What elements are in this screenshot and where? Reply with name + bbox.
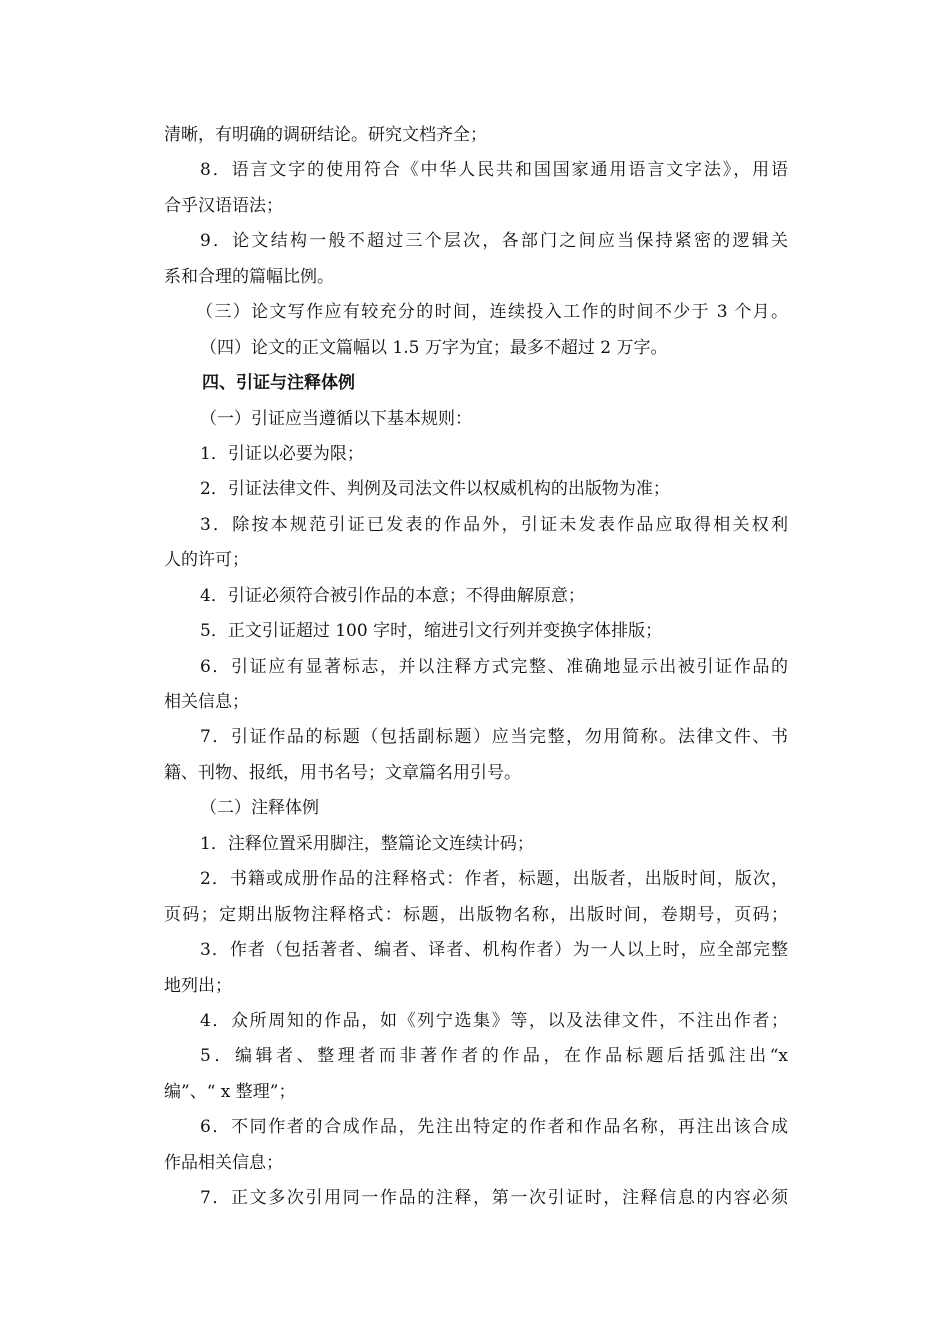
text-line: 籍、刊物、报纸，用书名号；文章篇名用引号。	[164, 762, 521, 783]
text-line: 9．论文结构一般不超过三个层次，各部门之间应当保持紧密的逻辑关	[200, 231, 788, 252]
text-line: 4．引证必须符合被引作品的本意；不得曲解原意；	[200, 585, 585, 606]
text-line: 6．不同作者的合成作品，先注出特定的作者和作品名称，再注出该合成	[200, 1117, 788, 1138]
text-line: 清晰，有明确的调研结论。研究文档齐全；	[164, 125, 487, 145]
text-line: 5．编辑者、整理者而非著作者的作品，在作品标题后括弧注出“x	[200, 1046, 788, 1067]
text-line: 地列出；	[164, 975, 232, 996]
text-line: 系和合理的篇幅比例。	[164, 266, 334, 287]
text-line: 2．书籍或成册作品的注释格式：作者，标题，出版者，出版时间，版次，	[200, 869, 788, 890]
section-heading: 四、引证与注释体例	[202, 373, 355, 394]
text-line: 3．除按本规范引证已发表的作品外，引证未发表作品应取得相关权利	[200, 514, 788, 535]
subsection-heading: （二）注释体例	[200, 798, 319, 819]
document-body	[164, 118, 788, 1217]
text-line: 相关信息；	[164, 692, 249, 712]
text-line: 3．作者（包括著者、编者、译者、机构作者）为一人以上时，应全部完整	[200, 940, 788, 961]
text-line: 作品相关信息；	[164, 1152, 283, 1173]
subsection-heading: （一）引证应当遵循以下基本规则：	[200, 408, 472, 429]
text-line: 8．语言文字的使用符合《中华人民共和国国家通用语言文字法》，用语	[200, 160, 788, 181]
text-line: 人的许可；	[164, 550, 249, 571]
text-line: 1．注释位置采用脚注，整篇论文连续计码；	[200, 833, 534, 854]
text-line: 编”、“ x 整理”；	[164, 1081, 296, 1102]
text-line: （三）论文写作应有较充分的时间，连续投入工作的时间不少于 3 个月。	[196, 302, 788, 323]
text-line: 页码；定期出版物注释格式：标题，出版物名称，出版时间，卷期号，页码；	[164, 904, 788, 925]
text-line: 1．引证以必要为限；	[200, 443, 364, 464]
text-line: 7．正文多次引用同一作品的注释，第一次引证时，注释信息的内容必须	[200, 1188, 788, 1209]
text-line: 5．正文引证超过 100 字时，缩进引文行列并变换字体排版；	[200, 621, 663, 642]
text-line: 7．引证作品的标题（包括副标题）应当完整，勿用简称。法律文件、书	[200, 727, 788, 748]
text-line: 6．引证应有显著标志，并以注释方式完整、准确地显示出被引证作品的	[200, 656, 788, 677]
text-line: 合乎汉语语法；	[164, 195, 283, 216]
text-line: 4．众所周知的作品，如《列宁选集》等，以及法律文件，不注出作者；	[200, 1010, 788, 1031]
text-line: （四）论文的正文篇幅以 1.5 万字为宜；最多不超过 2 万字。	[200, 337, 668, 358]
text-line: 2．引证法律文件、判例及司法文件以权威机构的出版物为准；	[200, 479, 670, 500]
